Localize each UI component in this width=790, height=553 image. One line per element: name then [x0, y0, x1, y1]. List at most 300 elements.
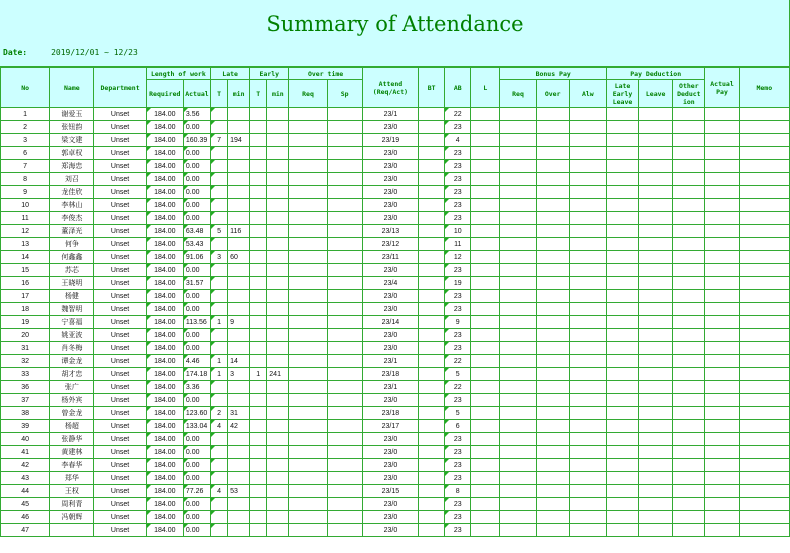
cell-ot-sp [327, 524, 362, 537]
cell-l [471, 316, 500, 329]
cell-early-t [250, 355, 267, 368]
cell-ot-sp [327, 420, 362, 433]
cell-ab: 23 [445, 186, 471, 199]
cell-late-t: 1 [211, 355, 228, 368]
cell-l [471, 251, 500, 264]
cell-pd-other [673, 381, 705, 394]
cell-ab: 22 [445, 355, 471, 368]
cell-pd-other [673, 212, 705, 225]
page-title: Summary of Attendance [266, 12, 524, 36]
cell-no: 18 [1, 303, 50, 316]
cell-name: 郭卓权 [50, 147, 94, 160]
cell-memo [739, 459, 789, 472]
cell-actual-pay [705, 316, 739, 329]
cell-late-min [228, 329, 250, 342]
cell-bp-req [500, 433, 536, 446]
cell-department: Unset [94, 199, 146, 212]
cell-memo [739, 238, 789, 251]
cell-pd-leave [639, 420, 673, 433]
cell-department: Unset [94, 524, 146, 537]
cell-ab: 23 [445, 394, 471, 407]
cell-actual-pay [705, 238, 739, 251]
cell-attend: 23/0 [362, 290, 418, 303]
cell-actual-pay [705, 381, 739, 394]
cell-bp-req [500, 290, 536, 303]
header-pay-deduction: Pay Deduction [606, 68, 705, 80]
cell-late-min: 3 [228, 368, 250, 381]
cell-bp-req [500, 342, 536, 355]
cell-department: Unset [94, 186, 146, 199]
table-row [1, 342, 790, 355]
cell-early-t [250, 134, 267, 147]
cell-bp-req [500, 472, 536, 485]
cell-bp-req [500, 108, 536, 121]
cell-bt [419, 212, 445, 225]
cell-attend: 23/4 [362, 277, 418, 290]
cell-required: 184.00 [146, 446, 183, 459]
cell-late-min: 194 [228, 134, 250, 147]
cell-pd-leave [639, 524, 673, 537]
cell-early-min [267, 186, 289, 199]
cell-bp-alw [569, 173, 606, 186]
cell-pd-leave [639, 264, 673, 277]
cell-bt [419, 316, 445, 329]
cell-department: Unset [94, 329, 146, 342]
cell-pd-other [673, 407, 705, 420]
cell-pd-leave [639, 511, 673, 524]
cell-required: 184.00 [146, 290, 183, 303]
cell-pd-late-early [606, 342, 638, 355]
cell-early-t [250, 108, 267, 121]
cell-early-t [250, 381, 267, 394]
cell-late-t [211, 277, 228, 290]
cell-early-min [267, 420, 289, 433]
cell-no: 20 [1, 329, 50, 342]
cell-late-min [228, 472, 250, 485]
cell-pd-other [673, 147, 705, 160]
header-pd-late-early: Late Early Leave [606, 80, 638, 108]
cell-name: 胡才忠 [50, 368, 94, 381]
cell-actual: 0.00 [183, 329, 210, 342]
cell-ot-req [289, 277, 327, 290]
cell-attend: 23/14 [362, 316, 418, 329]
cell-ot-req [289, 199, 327, 212]
cell-no: 40 [1, 433, 50, 446]
cell-name: 张静华 [50, 433, 94, 446]
header-bt: BT [419, 68, 445, 108]
cell-late-t [211, 173, 228, 186]
cell-ab: 23 [445, 147, 471, 160]
cell-early-min [267, 251, 289, 264]
cell-name: 王晓明 [50, 277, 94, 290]
cell-ot-req [289, 420, 327, 433]
cell-early-t [250, 472, 267, 485]
cell-department: Unset [94, 485, 146, 498]
cell-actual-pay [705, 251, 739, 264]
cell-department: Unset [94, 368, 146, 381]
cell-early-t [250, 329, 267, 342]
cell-required: 184.00 [146, 511, 183, 524]
cell-pd-other [673, 264, 705, 277]
cell-required: 184.00 [146, 251, 183, 264]
cell-attend: 23/0 [362, 173, 418, 186]
cell-bp-req [500, 329, 536, 342]
cell-required: 184.00 [146, 316, 183, 329]
cell-pd-other [673, 134, 705, 147]
cell-department: Unset [94, 212, 146, 225]
cell-l [471, 173, 500, 186]
cell-ot-sp [327, 407, 362, 420]
table-row [1, 121, 790, 134]
cell-actual: 0.00 [183, 472, 210, 485]
attendance-table [0, 67, 790, 537]
cell-ot-req [289, 524, 327, 537]
cell-ot-sp [327, 329, 362, 342]
cell-early-min [267, 342, 289, 355]
cell-l [471, 108, 500, 121]
cell-department: Unset [94, 290, 146, 303]
cell-ab: 10 [445, 225, 471, 238]
header-pd-leave: Leave [639, 80, 673, 108]
cell-early-t [250, 173, 267, 186]
cell-pd-leave [639, 108, 673, 121]
cell-bp-over [536, 472, 569, 485]
table-row [1, 199, 790, 212]
cell-pd-other [673, 173, 705, 186]
cell-ab: 23 [445, 446, 471, 459]
cell-no: 33 [1, 368, 50, 381]
cell-early-min [267, 433, 289, 446]
cell-ot-req [289, 264, 327, 277]
cell-pd-other [673, 368, 705, 381]
table-row [1, 186, 790, 199]
table-row [1, 225, 790, 238]
cell-bp-alw [569, 199, 606, 212]
cell-early-min [267, 511, 289, 524]
cell-late-t [211, 394, 228, 407]
cell-pd-other [673, 355, 705, 368]
cell-department: Unset [94, 147, 146, 160]
cell-early-t [250, 277, 267, 290]
cell-early-min [267, 524, 289, 537]
cell-early-t [250, 420, 267, 433]
cell-no: 47 [1, 524, 50, 537]
cell-bp-alw [569, 524, 606, 537]
cell-attend: 23/15 [362, 485, 418, 498]
cell-pd-leave [639, 368, 673, 381]
header-memo: Memo [739, 68, 789, 108]
cell-no: 8 [1, 173, 50, 186]
cell-bp-over [536, 147, 569, 160]
cell-early-t [250, 446, 267, 459]
cell-late-t [211, 290, 228, 303]
cell-bp-req [500, 368, 536, 381]
cell-pd-leave [639, 199, 673, 212]
cell-late-t: 3 [211, 251, 228, 264]
cell-name: 冯朝辉 [50, 511, 94, 524]
cell-ot-sp [327, 121, 362, 134]
cell-ab: 6 [445, 420, 471, 433]
cell-attend: 23/0 [362, 147, 418, 160]
cell-name: 曾金龙 [50, 407, 94, 420]
cell-ab: 5 [445, 368, 471, 381]
cell-ot-sp [327, 173, 362, 186]
cell-bp-req [500, 407, 536, 420]
cell-no: 41 [1, 446, 50, 459]
cell-name: 刘召 [50, 173, 94, 186]
cell-ot-sp [327, 186, 362, 199]
cell-department: Unset [94, 407, 146, 420]
cell-late-t [211, 264, 228, 277]
cell-bp-over [536, 238, 569, 251]
cell-bp-req [500, 394, 536, 407]
cell-early-min [267, 472, 289, 485]
cell-early-t [250, 498, 267, 511]
cell-ot-req [289, 316, 327, 329]
cell-ot-req [289, 303, 327, 316]
cell-ab: 11 [445, 238, 471, 251]
cell-bt [419, 173, 445, 186]
cell-actual-pay [705, 524, 739, 537]
cell-actual-pay [705, 199, 739, 212]
cell-name: 黄建林 [50, 446, 94, 459]
cell-bt [419, 394, 445, 407]
header-department: Department [94, 68, 146, 108]
cell-memo [739, 212, 789, 225]
cell-ot-sp [327, 485, 362, 498]
cell-actual: 63.48 [183, 225, 210, 238]
cell-ab: 22 [445, 381, 471, 394]
cell-ab: 19 [445, 277, 471, 290]
cell-memo [739, 108, 789, 121]
cell-actual-pay [705, 290, 739, 303]
cell-pd-other [673, 238, 705, 251]
cell-required: 184.00 [146, 199, 183, 212]
cell-bp-req [500, 355, 536, 368]
cell-actual-pay [705, 186, 739, 199]
cell-pd-leave [639, 238, 673, 251]
cell-pd-other [673, 459, 705, 472]
cell-bt [419, 134, 445, 147]
header-bp-over: Over [536, 80, 569, 108]
cell-early-t [250, 251, 267, 264]
cell-bp-alw [569, 212, 606, 225]
cell-l [471, 433, 500, 446]
cell-pd-leave [639, 277, 673, 290]
cell-late-t [211, 238, 228, 251]
cell-bp-req [500, 134, 536, 147]
cell-ot-sp [327, 368, 362, 381]
cell-bp-over [536, 173, 569, 186]
table-row [1, 459, 790, 472]
cell-ab: 23 [445, 498, 471, 511]
cell-pd-other [673, 498, 705, 511]
cell-actual: 160.39 [183, 134, 210, 147]
cell-pd-late-early [606, 147, 638, 160]
cell-bp-alw [569, 446, 606, 459]
cell-actual: 0.00 [183, 459, 210, 472]
cell-early-min [267, 173, 289, 186]
cell-memo [739, 407, 789, 420]
cell-bp-over [536, 316, 569, 329]
cell-department: Unset [94, 511, 146, 524]
cell-late-min [228, 173, 250, 186]
cell-l [471, 160, 500, 173]
cell-attend: 23/0 [362, 433, 418, 446]
cell-department: Unset [94, 394, 146, 407]
cell-memo [739, 394, 789, 407]
cell-ab: 12 [445, 251, 471, 264]
cell-no: 31 [1, 342, 50, 355]
cell-pd-late-early [606, 121, 638, 134]
cell-early-t [250, 186, 267, 199]
cell-early-t [250, 407, 267, 420]
header-length-of-work: Length of work [146, 68, 210, 80]
cell-ot-req [289, 238, 327, 251]
cell-l [471, 446, 500, 459]
cell-bt [419, 420, 445, 433]
cell-early-t [250, 160, 267, 173]
cell-late-t [211, 303, 228, 316]
cell-actual: 0.00 [183, 433, 210, 446]
cell-bp-alw [569, 381, 606, 394]
cell-name: 杨超 [50, 420, 94, 433]
cell-no: 10 [1, 199, 50, 212]
cell-bp-req [500, 524, 536, 537]
cell-pd-late-early [606, 472, 638, 485]
cell-late-t [211, 511, 228, 524]
cell-bp-req [500, 173, 536, 186]
cell-required: 184.00 [146, 225, 183, 238]
cell-ot-req [289, 251, 327, 264]
cell-memo [739, 420, 789, 433]
cell-name: 杨外宾 [50, 394, 94, 407]
cell-pd-leave [639, 134, 673, 147]
cell-ab: 23 [445, 160, 471, 173]
cell-pd-other [673, 225, 705, 238]
cell-bp-req [500, 251, 536, 264]
cell-actual: 53.43 [183, 238, 210, 251]
cell-attend: 23/0 [362, 498, 418, 511]
cell-department: Unset [94, 160, 146, 173]
header-bonus-pay: Bonus Pay [500, 68, 607, 80]
cell-no: 39 [1, 420, 50, 433]
cell-bp-over [536, 511, 569, 524]
cell-attend: 23/13 [362, 225, 418, 238]
cell-actual: 0.00 [183, 199, 210, 212]
cell-attend: 23/0 [362, 329, 418, 342]
cell-ot-sp [327, 355, 362, 368]
cell-ot-sp [327, 134, 362, 147]
cell-l [471, 264, 500, 277]
cell-memo [739, 277, 789, 290]
cell-memo [739, 446, 789, 459]
table-row [1, 316, 790, 329]
cell-late-t: 1 [211, 316, 228, 329]
cell-bt [419, 511, 445, 524]
cell-department: Unset [94, 446, 146, 459]
cell-name: 魏智明 [50, 303, 94, 316]
cell-late-t [211, 121, 228, 134]
cell-bp-alw [569, 303, 606, 316]
cell-ot-sp [327, 199, 362, 212]
cell-attend: 23/0 [362, 121, 418, 134]
cell-late-min: 53 [228, 485, 250, 498]
cell-l [471, 134, 500, 147]
cell-pd-other [673, 186, 705, 199]
date-label: Date: [3, 48, 28, 57]
cell-no: 42 [1, 459, 50, 472]
cell-department: Unset [94, 251, 146, 264]
cell-actual: 0.00 [183, 290, 210, 303]
cell-late-min [228, 446, 250, 459]
cell-ot-sp [327, 316, 362, 329]
cell-required: 184.00 [146, 498, 183, 511]
cell-ab: 23 [445, 342, 471, 355]
cell-late-min [228, 394, 250, 407]
cell-early-min [267, 498, 289, 511]
cell-department: Unset [94, 264, 146, 277]
cell-actual: 3.36 [183, 381, 210, 394]
cell-pd-other [673, 342, 705, 355]
cell-department: Unset [94, 381, 146, 394]
table-row [1, 472, 790, 485]
cell-pd-other [673, 420, 705, 433]
cell-memo [739, 355, 789, 368]
cell-required: 184.00 [146, 381, 183, 394]
cell-actual: 0.00 [183, 121, 210, 134]
cell-ot-sp [327, 225, 362, 238]
cell-bp-req [500, 381, 536, 394]
cell-actual-pay [705, 160, 739, 173]
cell-pd-late-early [606, 407, 638, 420]
cell-pd-leave [639, 342, 673, 355]
table-row [1, 212, 790, 225]
cell-no: 16 [1, 277, 50, 290]
cell-no: 11 [1, 212, 50, 225]
cell-department: Unset [94, 420, 146, 433]
cell-no: 44 [1, 485, 50, 498]
cell-memo [739, 485, 789, 498]
cell-no: 3 [1, 134, 50, 147]
cell-name: 张广 [50, 381, 94, 394]
cell-actual-pay [705, 173, 739, 186]
cell-ot-req [289, 108, 327, 121]
cell-early-t [250, 199, 267, 212]
cell-ot-sp [327, 472, 362, 485]
cell-attend: 23/1 [362, 355, 418, 368]
cell-bt [419, 121, 445, 134]
cell-bt [419, 368, 445, 381]
cell-bp-over [536, 446, 569, 459]
cell-late-t [211, 381, 228, 394]
cell-actual: 4.46 [183, 355, 210, 368]
cell-pd-other [673, 108, 705, 121]
header-late-min: min [228, 80, 250, 108]
cell-early-min [267, 238, 289, 251]
cell-bp-req [500, 446, 536, 459]
cell-bt [419, 329, 445, 342]
cell-late-t [211, 342, 228, 355]
cell-memo [739, 186, 789, 199]
cell-early-t [250, 303, 267, 316]
cell-name: 肖冬梅 [50, 342, 94, 355]
cell-ot-req [289, 173, 327, 186]
cell-late-t [211, 160, 228, 173]
cell-name [50, 524, 94, 537]
cell-pd-leave [639, 316, 673, 329]
cell-no: 45 [1, 498, 50, 511]
